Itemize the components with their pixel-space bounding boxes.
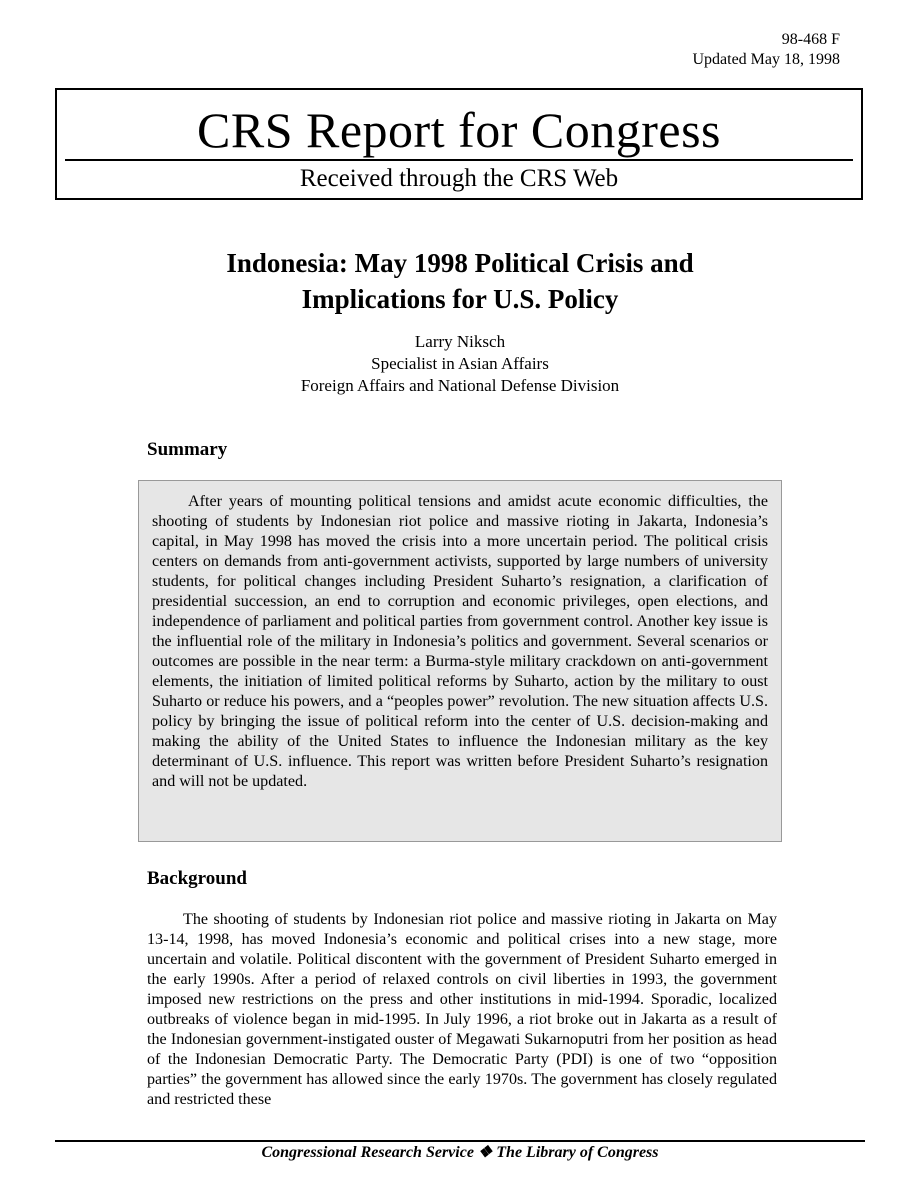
masthead-divider: [65, 159, 853, 161]
background-paragraph: The shooting of students by Indonesian riot police and massive rioting in Jakarta on May 13-14, 1998, has moved Indonesia’s economic and political crises into a new stage, more uncertain and volatile. Political discontent with the government of President Suharto emerged in the early 1990s. After a period of relaxed controls on civil liberties in 1993, the government imposed new restrictions on the press and other institutions in mid-1994. Sporadic, localized outbreaks of violence began in mid-1995. In July 1996, a riot broke out in Jakarta as a result of the Indonesian government-instigated ouster of Megawati Sukarnoputri from her position as head of the Indonesian Democratic Party. The Democratic Party (PDI) is one of two “opposition parties” the government has allowed since the early 1970s. The government has closely regulated and restricted these: [147, 911, 777, 1108]
document-title: [100, 245, 820, 317]
byline: [100, 331, 820, 397]
author-title: Specialist in Asian Affairs: [371, 354, 549, 373]
summary-paragraph: After years of mounting political tensions and amidst acute economic difficulties, the shooting of students by Indonesian riot police and massive rioting in Jakarta, Indonesia’s capital, in May 1998 has moved the crisis into a more uncertain period. The political crisis centers on demands from anti-government activists, supported by large numbers of university students, for political changes including President Suharto’s resignation, a clarification of presidential succession, an end to corruption and economic privileges, open elections, and independence of parliament and political parties from government control. Another key issue is the influential role of the military in Indonesia’s politics and government. Several scenarios or outcomes are possible in the near term: a Burma-style military crackdown on anti-government elements, the initiation of limited political reforms by Suharto, action by the military to oust Suharto or reduce his powers, and a “peoples power” revolution. The new situation affects U.S. policy by bringing the issue of political reform into the center of U.S. decision-making and making the ability of the United States to influence the Indonesian military as the key determinant of U.S. influence. This report was written before President Suharto’s resignation and will not be updated.: [152, 493, 768, 790]
summary-heading: Summary: [147, 439, 228, 460]
footer-divider: [55, 1140, 865, 1142]
report-identifier: [692, 30, 840, 70]
author-name: Larry Niksch: [414, 332, 506, 351]
summary-box: [138, 480, 782, 842]
footer-credit: Congressional Research Service ❖ The Library of Congress: [261, 1144, 659, 1161]
masthead: [55, 88, 863, 200]
author-division: Foreign Affairs and National Defense Division: [300, 376, 620, 395]
background-section: [147, 910, 777, 1110]
updated-date: Updated May 18, 1998: [692, 51, 840, 68]
report-number: 98-468 F: [781, 31, 840, 48]
masthead-title: CRS Report for Congress: [197, 102, 721, 158]
document-title-line-1: Indonesia: May 1998 Political Crisis and: [226, 248, 694, 278]
background-heading: Background: [147, 868, 247, 889]
document-title-line-2: Implications for U.S. Policy: [301, 284, 619, 314]
masthead-subtitle: Received through the CRS Web: [299, 165, 619, 192]
